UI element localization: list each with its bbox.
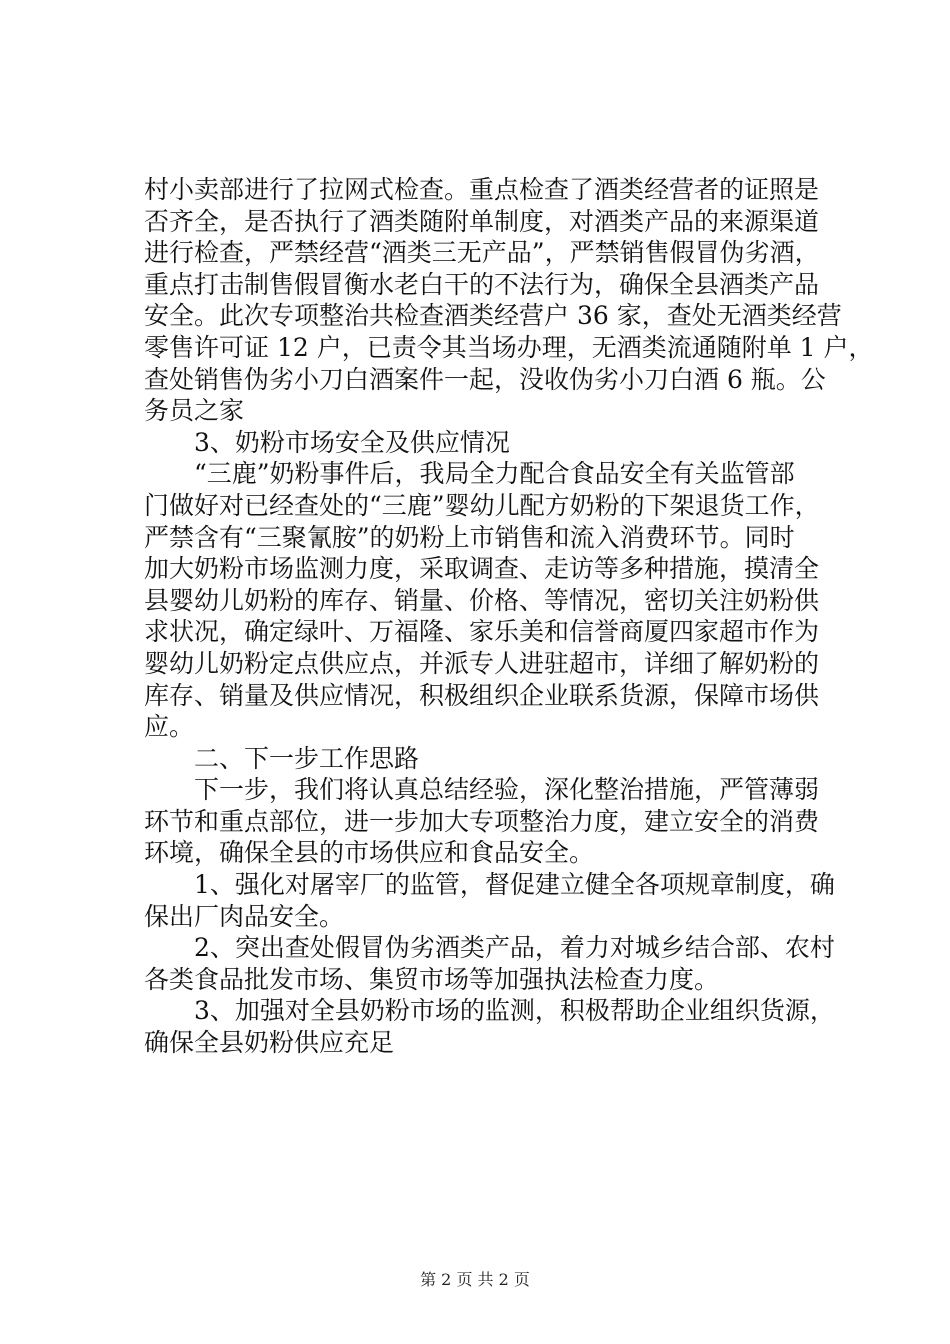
body-text	[144, 174, 874, 1059]
text-line: 保出厂肉品安全。	[144, 901, 345, 931]
list-item: 3、加强对全县奶粉市场的监测，积极帮助企业组织货源，	[144, 996, 835, 1026]
section-heading: 二、下一步工作思路	[144, 743, 420, 773]
text-line: 重点打击制售假冒衡水老白干的不法行为，确保全县酒类产品	[144, 269, 820, 299]
list-item: 2、突出查处假冒伪劣酒类产品，着力对城乡结合部、农村	[144, 933, 835, 963]
text-line: 否齐全，是否执行了酒类随附单制度，对酒类产品的来源渠道	[144, 206, 820, 236]
text-line: 进行检查，严禁经营“酒类三无产品”，严禁销售假冒伪劣酒，	[144, 238, 820, 268]
page-number-footer: 第 2 页 共 2 页	[420, 1270, 530, 1289]
text-line: “三鹿”奶粉事件后，我局全力配合食品安全有关监管部	[144, 459, 795, 489]
text-line: 严禁含有“三聚氰胺”的奶粉上市销售和流入消费环节。同时	[144, 522, 795, 552]
text-line: 安全。此次专项整治共检查酒类经营户 36 家，查处无酒类经营	[144, 301, 842, 331]
text-line: 下一步，我们将认真总结经验，深化整治措施，严管薄弱	[144, 775, 820, 805]
text-line: 村小卖部进行了拉网式检查。重点检查了酒类经营者的证照是	[144, 175, 820, 204]
text-line: 环境，确保全县的市场供应和食品安全。	[144, 838, 595, 868]
section-heading: 3、奶粉市场安全及供应情况	[144, 427, 510, 457]
text-line: 环节和重点部位，进一步加大专项整治力度，建立安全的消费	[144, 806, 820, 836]
text-line: 婴幼儿奶粉定点供应点，并派专人进驻超市，详细了解奶粉的	[144, 648, 820, 678]
text-line: 县婴幼儿奶粉的库存、销量、价格、等情况，密切关注奶粉供	[144, 585, 820, 615]
text-line: 门做好对已经查处的“三鹿”婴幼儿配方奶粉的下架退货工作，	[144, 490, 820, 520]
text-line: 确保全县奶粉供应充足	[144, 1028, 395, 1058]
text-line: 求状况，确定绿叶、万福隆、家乐美和信誉商厦四家超市作为	[144, 617, 820, 647]
text-line: 查处销售伪劣小刀白酒案件一起，没收伪劣小刀白酒 6 瓶。公	[144, 364, 826, 394]
text-line: 加大奶粉市场监测力度，采取调查、走访等多种措施，摸清全	[144, 554, 820, 584]
text-line: 务员之家	[144, 396, 245, 426]
text-line: 应。	[144, 712, 195, 742]
text-line: 零售许可证 12 户，已责令其当场办理，无酒类流通随附单 1 户，	[144, 332, 874, 362]
list-item: 1、强化对屠宰厂的监管，督促建立健全各项规章制度，确	[144, 870, 835, 900]
text-line: 各类食品批发市场、集贸市场等加强执法检查力度。	[144, 964, 720, 994]
text-line: 库存、销量及供应情况，积极组织企业联系货源，保障市场供	[144, 680, 820, 710]
